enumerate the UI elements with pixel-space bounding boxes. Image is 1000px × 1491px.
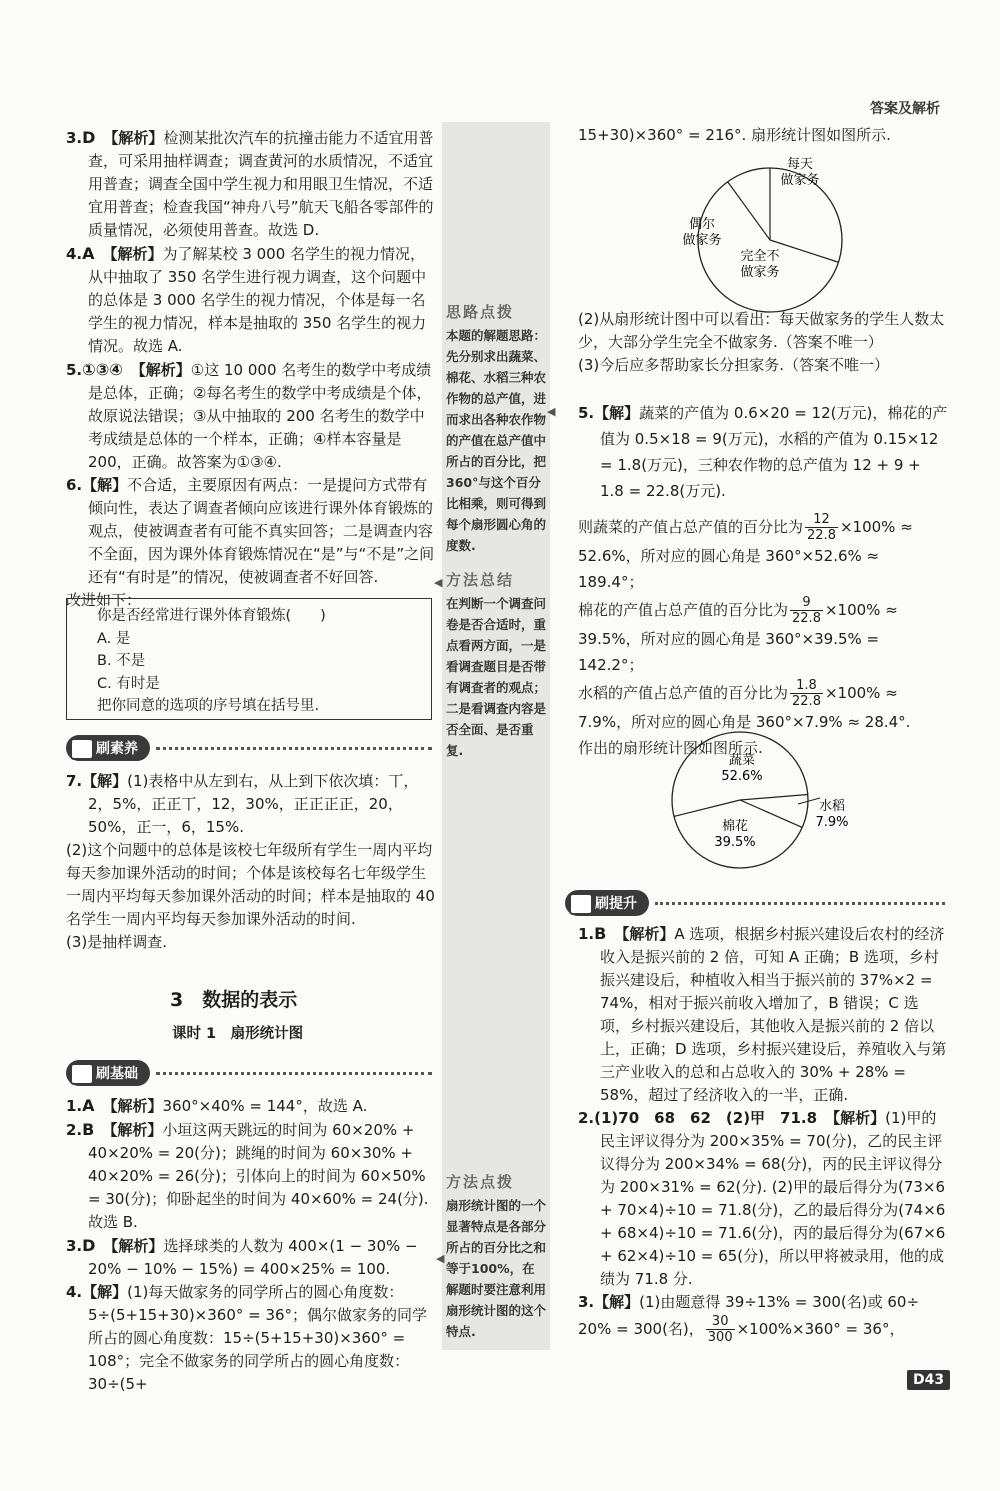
basic-items <box>66 1094 436 1396</box>
pie-chart-housework <box>640 150 940 320</box>
answer-4-part2: (2)从扇形统计图中可以看出：每天做家务的学生人数太少，大部分学生完全不做家务.（答案不唯一） <box>578 310 945 351</box>
answer-5-right: 5.【解】蔬菜的产值为 0.6×20 = 12(万元)，棉花的产值为 0.5×18 = 9(万元)，水稻的产值为 0.15×12 = 1.8(万元)，三种农作物的总产值为 12 + 9 + 1.8 = 22.8(万元). <box>578 404 948 500</box>
answer-7: 7.【解】(1)表格中从左到右，从上到下依次填：丅，2，5%，正正丅，12，30%，正正正正，20，50%，正一，6，15%. <box>66 772 419 836</box>
pie1-label-sometimes-l2: 做家务 <box>682 233 722 248</box>
tip-1-title: 思路点拨 <box>446 303 515 321</box>
answer-7-part3: (3)是抽样调查. <box>66 933 168 951</box>
survey-option-c: C. 有时是 <box>97 675 160 692</box>
improve-answer-2: 2.(1)70 68 62 (2)甲 71.8 【解析】(1)甲的民主评议得分为 200×35% = 70(分)，乙的民主评议得分为 200×34% = 68(分)，丙的民主评议得分为 200×31% = 62(分). (2)甲的最后得分为(73×6 + 70×4)÷10 = 71.8(分)，乙的最后得分为(74×6 + 68×4)÷10 = 71.6(分)，丙的最后得分为(67×6 + 62×4)÷10 = 65(分)，所以甲将被录用，他的成绩为 71.8 分. <box>578 1109 946 1288</box>
pie2-slice-boundary-2 <box>740 800 802 827</box>
tip-2-title: 方法总结 <box>446 571 515 589</box>
arrow-left-icon: ◀ <box>547 405 556 418</box>
item5-right <box>578 400 948 761</box>
pie1-label-never-l1: 完全不 <box>740 249 780 264</box>
pie2-category-label: 水稻 <box>818 799 846 814</box>
pie1-label-daily-l2: 做家务 <box>780 173 820 188</box>
survey-option-b: B. 不是 <box>97 653 146 669</box>
pie2-slice-boundary-1 <box>740 794 808 800</box>
pie1-label-sometimes-l1: 偶尔 <box>688 217 716 232</box>
answer-3: 3.D 【解析】检测某批次汽车的抗撞击能力不适宜用普查，可采用抽样调查；调查黄河的水质情况，不适宜用普查；调查全国中学生视力和用眼卫生情况，不适宜用普查；检查我国“神舟八号”航天飞船各零部件的质量情况，必须使用普查。故选 D. <box>66 128 434 239</box>
pie2-value-label: 39.5% <box>714 835 756 850</box>
banner-suyang <box>66 733 432 763</box>
banner-jichu-label: 刷基础 <box>66 1060 150 1086</box>
basic-answer-2: 2.B 【解析】小垣这两天跳远的时间为 60×20% + 40×20% = 20(分)；跳绳的时间为 60×30% + 40×20% = 26(分)；引体向上的时间为 60×50% = 30(分)；仰卧起坐的时间为 40×60% = 24(分). 故选 B. <box>66 1120 429 1231</box>
veg-angle: 52.6%，所对应的圆心角是 360°×52.6% ≈ 189.4°； <box>578 547 880 591</box>
pie1-label-daily-l1: 每天 <box>786 157 814 172</box>
arrow-left-icon: ◀ <box>436 1252 445 1265</box>
page-number: D43 <box>907 1370 950 1390</box>
basic-answer-1: 1.A 【解析】360°×40% = 144°，故选 A. <box>66 1096 368 1115</box>
improve-answer-3: 3.【解】(1)由题意得 39÷13% = 300(名)或 60÷ <box>578 1293 920 1311</box>
pie2-value-label: 7.9% <box>815 815 849 830</box>
pie1-label-never <box>740 249 779 280</box>
rice-angle: 7.9%，所对应的圆心角是 360°×7.9% ≈ 28.4°. <box>578 713 911 731</box>
right-top-line: 15+30)×360° = 216°. 扇形统计图如图所示. <box>578 126 891 144</box>
pie1-label-sometimes <box>682 217 721 248</box>
page-header: 答案及解析 <box>870 101 940 117</box>
basic-answer-3: 3.D 【解析】选择球类的人数为 400×(1 − 30% − 20% − 10% − 15%) = 400×25% = 100. <box>66 1236 418 1278</box>
item7-block <box>66 770 436 954</box>
pie2-slice-boundary-0 <box>674 800 740 816</box>
tip-2-text: 在判断一个调查问卷是否合适时，重点看两方面，一是看调查题目是否带有调查者的观点；二是看调查内容是否全面、是否重复. <box>446 596 547 758</box>
tip-fangfadianbo <box>446 1172 546 1342</box>
left-column <box>66 126 436 612</box>
chart-intro: 作出的扇形统计图如图所示. <box>578 739 763 757</box>
pie2-category-label: 棉花 <box>721 819 749 834</box>
right-part2 <box>578 308 948 377</box>
cotton-percent: 棉花的产值占总产值的百分比为 $\frac{9}{22.8}$ ×100% ≈ <box>578 595 898 626</box>
answer-6: 6.【解】不合适，主要原因有两点：一是提问方式带有倾向性，表达了调查者倾向应该进行课外体育锻炼的观点，使被调查者有可能不真实回答；二是调查内容不全面，因为课外体育锻炼情况在“是”与“不是”之间还有“有时是”的情况，使被调查者不好回答. <box>66 476 435 586</box>
pie2-value-label: 52.6% <box>721 769 763 784</box>
pie2-leader-line <box>798 798 820 804</box>
pie2-slices <box>672 732 849 868</box>
banner-suyang-label: 刷素养 <box>66 735 150 761</box>
tip-3-text: 扇形统计图的一个显著特点是各部分所占的百分比之和等于100%，在解题时要注意利用扇形统计图的这个特点. <box>446 1198 547 1339</box>
improve-label: 改进如下： <box>66 591 142 609</box>
survey-instruction: 把你同意的选项的序号填在括号里. <box>97 698 320 714</box>
answer-7-part2: (2)这个问题中的总体是该校七年级所有学生一周内平均每天参加课外活动的时间；个体是该校每名七年级学生一周内平均每天参加课外活动的时间；样本是抽取的 40 名学生一周内平均每天参加课外活动的时间. <box>66 841 435 928</box>
banner-jichu <box>66 1058 432 1088</box>
improve-answer-3-line2: 20% = 300(名)， $\frac{30}{300}$ ×100%×360° = 36°， <box>578 1314 905 1345</box>
section-title: 3 数据的表示 <box>170 989 298 1011</box>
arrow-left-icon: ◀ <box>434 576 443 589</box>
lesson-title: 课时 1 扇形统计图 <box>172 1026 304 1042</box>
answer-4: 4.A 【解析】为了解某校 3 000 名学生的视力情况，从中抽取了 350 名学生进行视力调查，这个问题中的总体是 3 000 名学生的视力情况，个体是每一名学生的视力情况，样本是抽取的 350 名学生的视力情况。故选 A. <box>66 244 427 355</box>
pie1-slice-boundary-1 <box>770 240 838 262</box>
tip-3-title: 方法点拨 <box>446 1173 515 1191</box>
pie-chart-crops <box>660 728 880 878</box>
tip-1-text: 本题的解题思路：先分别求出蔬菜、棉花、水稻三种农作物的总产值，进而求出各种农作物的产值在总产值中所占的百分比，把360°与这个百分比相乘，则可得到每个扇形圆心角的度数. <box>446 328 547 553</box>
pie1-label-never-l2: 做家务 <box>740 265 780 280</box>
pie1-slice-boundary-2 <box>728 182 770 240</box>
answer-5: 5.①③④ 【解析】①这 10 000 名考生的数学中考成绩是总体，正确；②每名考生的数学中考成绩是个体，故原说法错误；③从中抽取的 200 名考生的数学中考成绩是总体的一个样本，正确；④样本容量是 200，正确。故答案为①③④. <box>66 360 432 471</box>
improve-items <box>578 922 948 1345</box>
tip-siludianbo <box>446 302 546 556</box>
veg-percent: 则蔬菜的产值占总产值的百分比为 $\frac{12}{22.8}$ ×100% ≈ <box>578 512 913 543</box>
cotton-angle: 39.5%，所对应的圆心角是 360°×39.5% = 142.2°； <box>578 630 880 674</box>
rice-percent: 水稻的产值占总产值的百分比为 $\frac{1.8}{22.8}$ ×100% ≈ <box>578 678 898 709</box>
survey-question: 你是否经常进行课外体育锻炼( ) <box>97 608 326 624</box>
improve-answer-1: 1.B 【解析】A 选项，根据乡村振兴建设后农村的经济收入是振兴前的 2 倍，可知 A 正确；B 选项，乡村振兴建设后，种植收入相当于振兴前的 37%×2 = 74%，相对于振兴前收入增加了，B 错误；C 选项，乡村振兴建设后，其他收入是振兴前的 2 倍以上，正确；D 选项，乡村振兴建设后，养殖收入与第三产业收入的总和占总收入的 30% + 28% = 58%，超过了经济收入的一半，正确. <box>578 924 947 1104</box>
survey-box <box>66 598 432 720</box>
pie1-label-daily <box>780 157 819 188</box>
answer-4-part3: (3)今后应多帮助家长分担家务.（答案不唯一） <box>578 356 890 374</box>
survey-option-a: A. 是 <box>97 630 131 647</box>
tip-fangfazongjie <box>446 570 546 761</box>
banner-tisheng <box>565 888 945 918</box>
banner-tisheng-label: 刷提升 <box>565 890 649 916</box>
basic-answer-4: 4.【解】(1)每天做家务的同学所占的圆心角度数：5÷(5+15+30)×360° = 36°；偶尔做家务的同学所占的圆心角度数：15÷(5+15+30)×360° = 108°；完全不做家务的同学所占的圆心角度数：30÷(5+ <box>66 1283 428 1393</box>
pie2-category-label: 蔬菜 <box>728 753 756 768</box>
